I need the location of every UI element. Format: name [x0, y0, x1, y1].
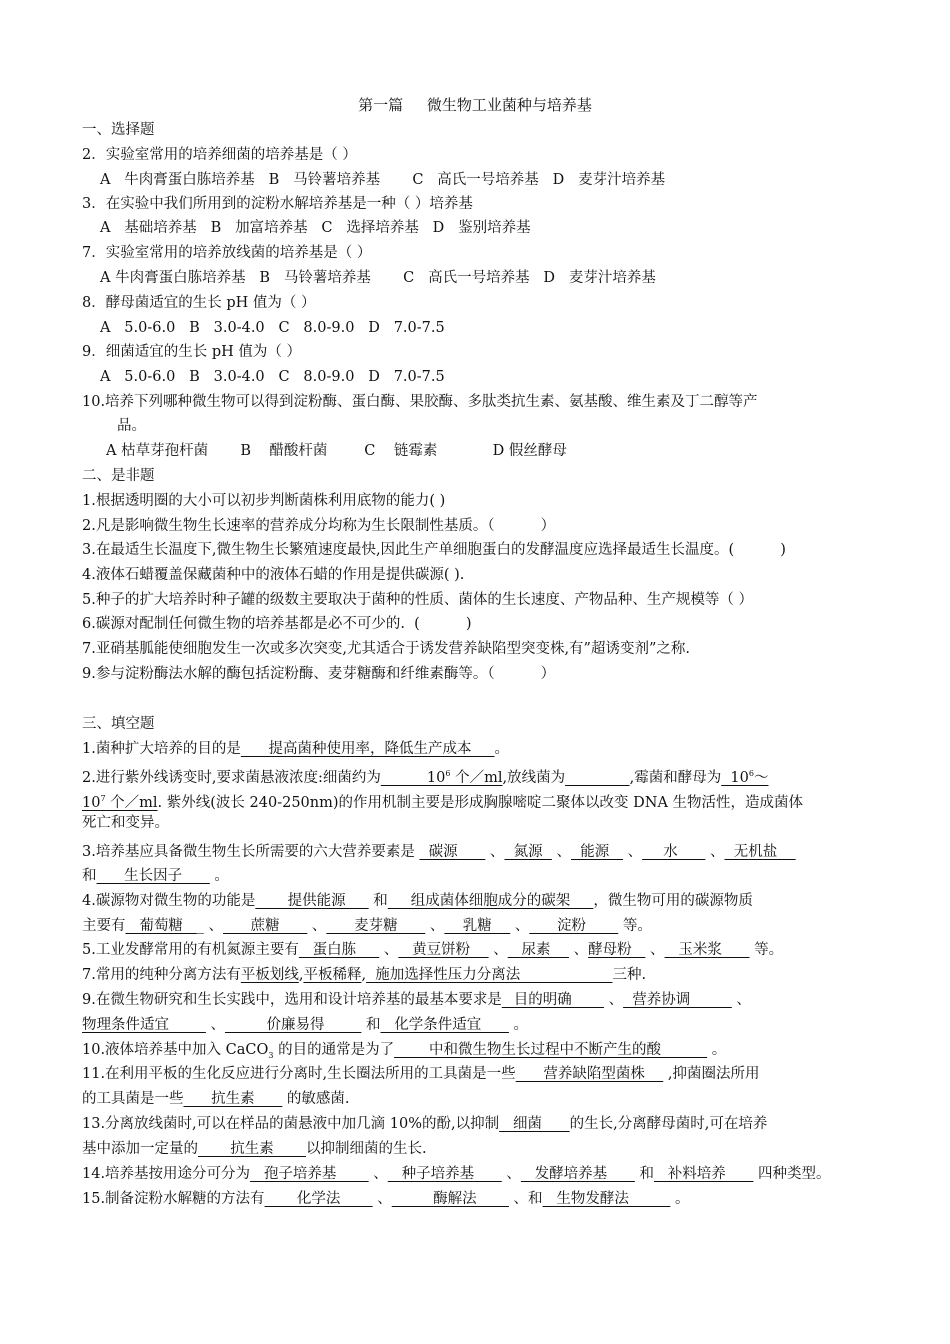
fill-5-answer-1: 蛋白胨 [298, 942, 380, 958]
fill-14: 14.培养基按用途分可分为 孢子培养基 、 种子培养基 、 发酵培养基 和 补料培养 四种类型。 [82, 1166, 831, 1182]
fill-9-answer-4: 价廉易得 [224, 1017, 362, 1033]
fill-10: 10.液体培养基中加入 CaCO$_3$ 的目的通常是为了_ 中和微生物生长过程中不断产生的酸 。 [82, 1042, 727, 1060]
fill-10-answer: _ 中和微生物生长过程中不断产生的酸 [394, 1042, 708, 1058]
fill-4-line-2: 主要有 葡萄糖 _ 、 蔗糖 、 麦芽糖 、 乳糖 、 淀粉 等。 [82, 918, 652, 934]
fill-5-answer-4: 酵母粉 [588, 942, 646, 958]
fill-3-answer-2: 氮源 [504, 844, 552, 860]
fill-2-text-2: ,放线菌为 [502, 769, 566, 786]
fill-11: 11.在利用平板的生化反应进行分离时,生长圈法所用的工具菌是一些 营养缺陷型菌株 ,抑菌圈法所用 [82, 1066, 760, 1082]
fill-13-line-2: 基中添加一定量的 抗生素 以抑制细菌的生长. [82, 1141, 427, 1157]
fill-2-answer-actinomycete [565, 770, 630, 786]
fill-15-answer-2: 酶解法 [391, 1191, 509, 1207]
judge-5: 5.种子的扩大培养时种子罐的级数主要取决于菌种的性质、菌体的生长速度、产物品种、生产规模等（ ） [82, 592, 753, 608]
section-choice-heading: 一、选择题 [82, 122, 155, 138]
fill-15-answer-1: 化学法 [264, 1191, 373, 1207]
question-10-continued: 品。 [117, 418, 146, 434]
judge-1: 1.根据透明圈的大小可以初步判断菌株利用底物的能力( ) [82, 493, 446, 509]
fill-11-line-2: 的工具菌是一些 抗生素 的敏感菌. [82, 1091, 350, 1107]
question-3-options: A 基础培养基 B 加富培养基 C 选择培养基 D 鉴别培养基 [100, 220, 531, 236]
judge-7: 7.亚硝基胍能使细胞发生一次或多次突变,尤其适合于诱发营养缺陷型突变株,有”超诱变剂”之称. [82, 641, 690, 657]
fill-9: 9.在微生物研究和生长实践中，选用和设计培养基的最基本要求是_ 目的明确 、 营养协调 、 [82, 992, 751, 1008]
fill-4-answer-5: 麦芽糖 [326, 918, 426, 934]
fill-5-answer-3: 尿素 [507, 942, 569, 958]
fill-14-answer-2: 种子培养基 [387, 1166, 502, 1182]
judge-2: 2.凡是影响微生物生长速率的营养成分均称为生长限制性基质。（ ） [82, 518, 556, 534]
question-2: 2．实验室常用的培养细菌的培养基是（ ） [82, 147, 357, 163]
fill-5: 5.工业发酵常用的有机氮源主要有 蛋白胨 、 黄豆饼粉 、 尿素 、酵母粉 、 玉米浆 等。 [82, 942, 784, 958]
question-9: 9．细菌适宜的生长 pH 值为（ ） [82, 344, 301, 360]
fill-9-line-2: 物理条件适宜 、 价廉易得 和 化学条件适宜 。 [82, 1017, 529, 1033]
fill-2-text-3: ,霉菌和酵母为 [629, 769, 722, 786]
fill-7-answer-1: 平板划线 [240, 967, 299, 983]
fill-2-line-2 [82, 787, 803, 815]
fill-14-answer-1: 孢子培养基 [250, 1166, 369, 1182]
fill-4-answer-1: 提供能源 [255, 893, 369, 909]
page-title: 第一篇 微生物工业菌种与培养基 [358, 96, 592, 114]
question-7-options: A 牛肉膏蛋白胨培养基 B 马铃薯培养基 C 高氏一号培养基 D 麦芽汁培养基 [100, 270, 656, 286]
fill-13-answer-1: 细菌 [499, 1116, 570, 1132]
fill-5-answer-2: 黄豆饼粉 [398, 942, 489, 958]
fill-2 [82, 762, 768, 790]
fill-15-answer-3: 生物发酵法 [542, 1191, 671, 1207]
fill-11-answer-1: 营养缺陷型菌株 [515, 1066, 664, 1082]
section-fill-heading: 三、填空题 [82, 716, 155, 732]
fill-13-answer-2: 抗生素 [198, 1141, 307, 1157]
judge-6: 6.碳源对配制任何微生物的培养基都是必不可少的. ( ) [82, 616, 472, 632]
fill-4-answer-2: 组成菌体细胞成分的碳架 [387, 893, 594, 909]
fill-9-answer-5: 化学条件适宜 [380, 1017, 509, 1033]
fill-2-answer-bacteria: $10^6$ 个／ml [380, 769, 503, 786]
fill-7: 7.常用的纯种分离方法有平板划线,平板稀释, 施加选择性压力分离法 三种. [82, 967, 647, 983]
fill-3-answer-4: _ 水 [642, 844, 706, 860]
fill-9-answer-2: 营养协调 [623, 992, 732, 1008]
section-judge-heading: 二、是非题 [82, 468, 155, 484]
fill-14-answer-3: 发酵培养基 [520, 1166, 635, 1182]
question-10-options: A 枯草芽孢杆菌 B 醋酸杆菌 C 链霉素 D 假丝酵母 [106, 443, 567, 459]
fill-3-answer-5: 无机盐 [724, 844, 796, 860]
fill-14-answer-4: 补料培养 [653, 1166, 754, 1182]
judge-9: 9.参与淀粉酶法水解的酶包括淀粉酶、麦芽糖酶和纤维素酶等。（ ） [82, 666, 556, 682]
fill-2-line-3: 死亡和变异。 [82, 815, 169, 831]
fill-13: 13.分离放线菌时,可以在样品的菌悬液中加几滴 10%的酚,以抑制 细菌 的生长,分离酵母菌时,可在培养 [82, 1116, 768, 1132]
fill-4-answer-4: 蔗糖 [223, 918, 308, 934]
fill-2-answer-mold: $10^6\sim$ [721, 769, 769, 786]
fill-2-text: 2.进行紫外线诱变时,要求菌悬液浓度:细菌约为 [82, 769, 381, 786]
question-2-options: A 牛肉膏蛋白胨培养基 B 马铃薯培养基 C 高氏一号培养基 D 麦芽汁培养基 [100, 172, 666, 188]
fill-9-answer-1: _ 目的明确 [501, 992, 604, 1008]
fill-4-answer-6: 乳糖 [444, 918, 511, 934]
question-8-options: A 5.0-6.0 B 3.0-4.0 C 8.0-9.0 D 7.0-7.5 [100, 320, 445, 336]
fill-7-answer-3: 施加选择性压力分离法 [366, 967, 613, 983]
fill-11-answer-2: 抗生素 [183, 1091, 283, 1107]
fill-15: 15.制备淀粉水解糖的方法有 化学法 、 酶解法 、和 生物发酵法 。 [82, 1191, 690, 1207]
question-10: 10.培养下列哪种微生物可以得到淀粉酶、蛋白酶、果胶酶、多肽类抗生素、氨基酸、维生素及丁二醇等产 [82, 394, 758, 410]
question-7: 7．实验室常用的培养放线菌的培养基是（ ） [82, 245, 372, 261]
fill-3-answer-1: 碳源 [419, 844, 486, 860]
fill-3-answer-6: 生长因子 [96, 868, 210, 884]
fill-3-line-2: 和 生长因子 。 [82, 868, 229, 884]
judge-4: 4.液体石蜡覆盖保藏菌种中的液体石蜡的作用是提供碳源( ). [82, 567, 465, 583]
fill-3: 3.培养基应具备微生物生长所需要的六大营养要素是 碳源 、 氮源 、 能源 、_ 水 、 无机盐 [82, 844, 796, 860]
fill-2-answer-mold-cont: $10^7$ 个／ml [82, 794, 158, 811]
fill-1-text: 1.菌种扩大培养的目的是 [82, 741, 241, 757]
question-8: 8．酵母菌适宜的生长 pH 值为（ ） [82, 295, 316, 311]
fill-5-answer-5: 玉米浆 [664, 942, 750, 958]
fill-4: 4.碳源物对微生物的功能是 提供能源 和 组成菌体细胞成分的碳架 ，微生物可用的碳源物质 [82, 893, 753, 909]
fill-7-answer-2: 平板稀释 [303, 967, 362, 983]
fill-3-answer-3: 能源 [570, 844, 624, 860]
fill-4-answer-7: 淀粉 [529, 918, 619, 934]
judge-3: 3.在最适生长温度下,微生物生长繁殖速度最快,因此生产单细胞蛋白的发酵温度应选择最适生长温度。( ) [82, 542, 786, 558]
fill-4-answer-3: 葡萄糖 [125, 918, 197, 934]
fill-1 [82, 737, 509, 761]
fill-1-answer: 提高菌种使用率，降低生产成本 [240, 741, 495, 757]
question-3: 3．在实验中我们所用到的淀粉水解培养基是一种（ ）培养基 [82, 196, 473, 212]
fill-1-end: 。 [494, 741, 510, 757]
fill-2-text-4: . 紫外线(波长 240-250nm)的作用机制主要是形成胸腺嘧啶二聚体以改变 DNA 生物活性，造成菌体 [157, 794, 804, 811]
question-9-options: A 5.0-6.0 B 3.0-4.0 C 8.0-9.0 D 7.0-7.5 [100, 369, 445, 385]
fill-9-answer-3: 物理条件适宜 [82, 1017, 169, 1033]
